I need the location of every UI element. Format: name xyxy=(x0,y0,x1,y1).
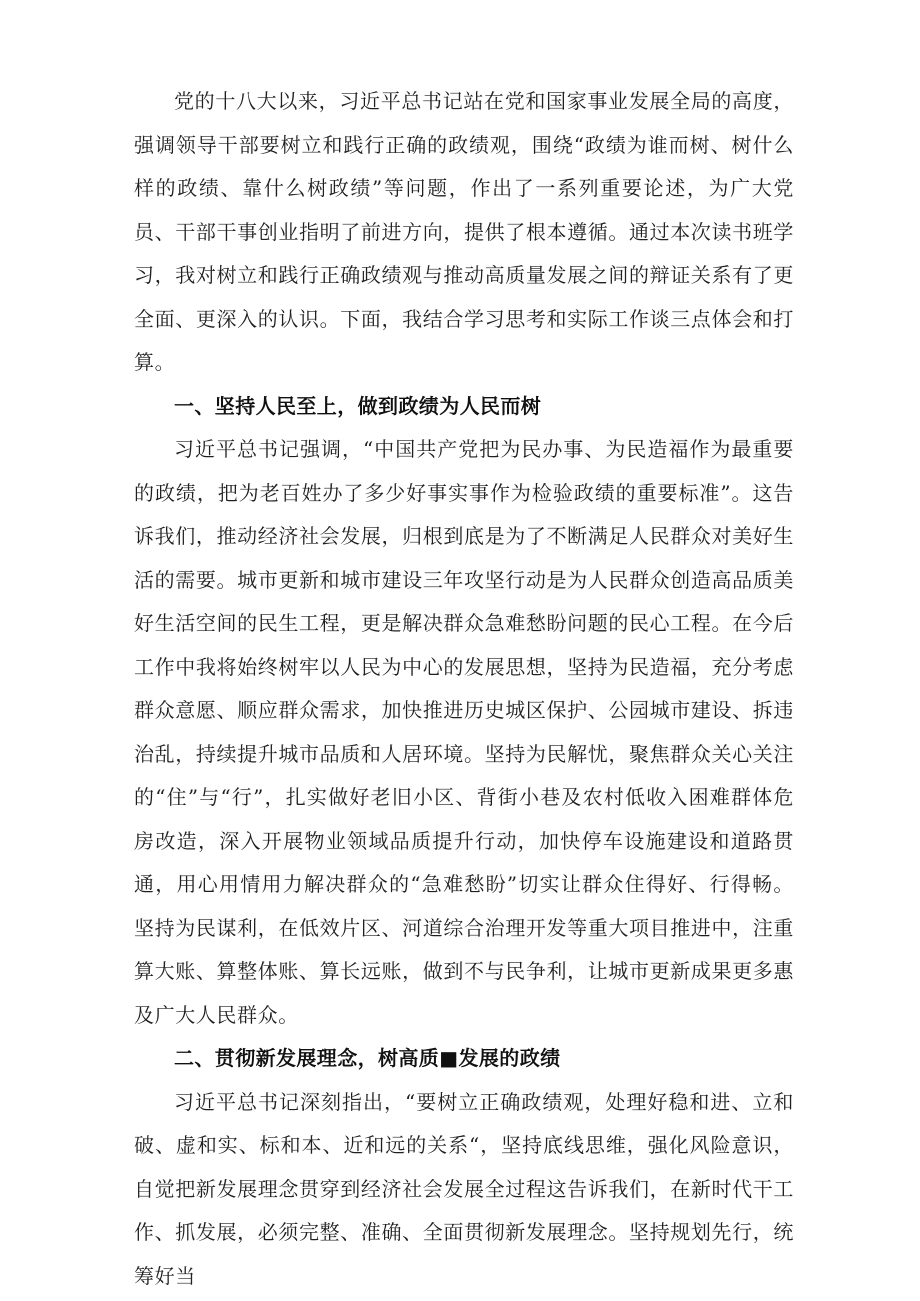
section-heading-1: 一、坚持人民至上，做到政绩为人民而树 xyxy=(174,393,542,418)
section-2-paragraph: 习近平总书记深刻指出，“要树立正确政绩观，处理好稳和进、立和破、虚和实、标和本、近和远的关系“，坚持底线思维，强化风险意识，自觉把新发展理念贯穿到经济社会发展全过程这告诉我们，在新时代干工作、抓发展，必须完整、准确、全面贯彻新发展理念。坚持规划先行，统筹好当 xyxy=(134,1089,794,1288)
section-1-paragraph: 习近平总书记强调，“中国共产党把为民办事、为民造福作为最重要的政绩，把为老百姓办了多少好事实事作为检验政绩的重要标准”。这告诉我们，推动经济社会发展，归根到底是为了不断满足人民群众对美好生活的需要。城市更新和城市建设三年攻坚行动是为人民群众创造高品质美好生活空间的民生工程，更是解决群众急难愁盼问题的民心工程。在今后工作中我将始终树牢以人民为中心的发展思想，坚持为民造福，充分考虑群众意愿、顺应群众需求，加快推进历史城区保护、公园城市建设、拆违治乱，持续提升城市品质和人居环境。坚持为民解忧，聚焦群众关心关注的“住”与“行”，扎实做好老旧小区、背街小巷及农村低收入困难群体危房改造，深入开展物业领域品质提升行动，加快停车设施建设和道路贯通，用心用情用力解决群众的“急难愁盼”切实让群众住得好、行得畅。坚持为民谋利，在低效片区、河道综合治理开发等重大项目推进中，注重算大账、算整体账、算长远账，做到不与民争利，让城市更新成果更多惠及广大人民群众。 xyxy=(134,437,794,1027)
section-heading-2: 二、贯彻新发展理念，树高质■发展的政绩 xyxy=(174,1046,561,1070)
intro-paragraph: 党的十八大以来，习近平总书记站在党和国家事业发展全局的高度，强调领导干部要树立和践行正确的政绩观，围绕“政绩为谁而树、树什么样的政绩、靠什么树政绩”等问题，作出了一系列重要论述，为广大党员、干部干事创业指明了前进方向，提供了根本遵循。通过本次读书班学习，我对树立和践行正确政绩观与推动高质量发展之间的辩证关系有了更全面、更深入的认识。下面，我结合学习思考和实际工作谈三点体会和打算。 xyxy=(134,89,794,374)
